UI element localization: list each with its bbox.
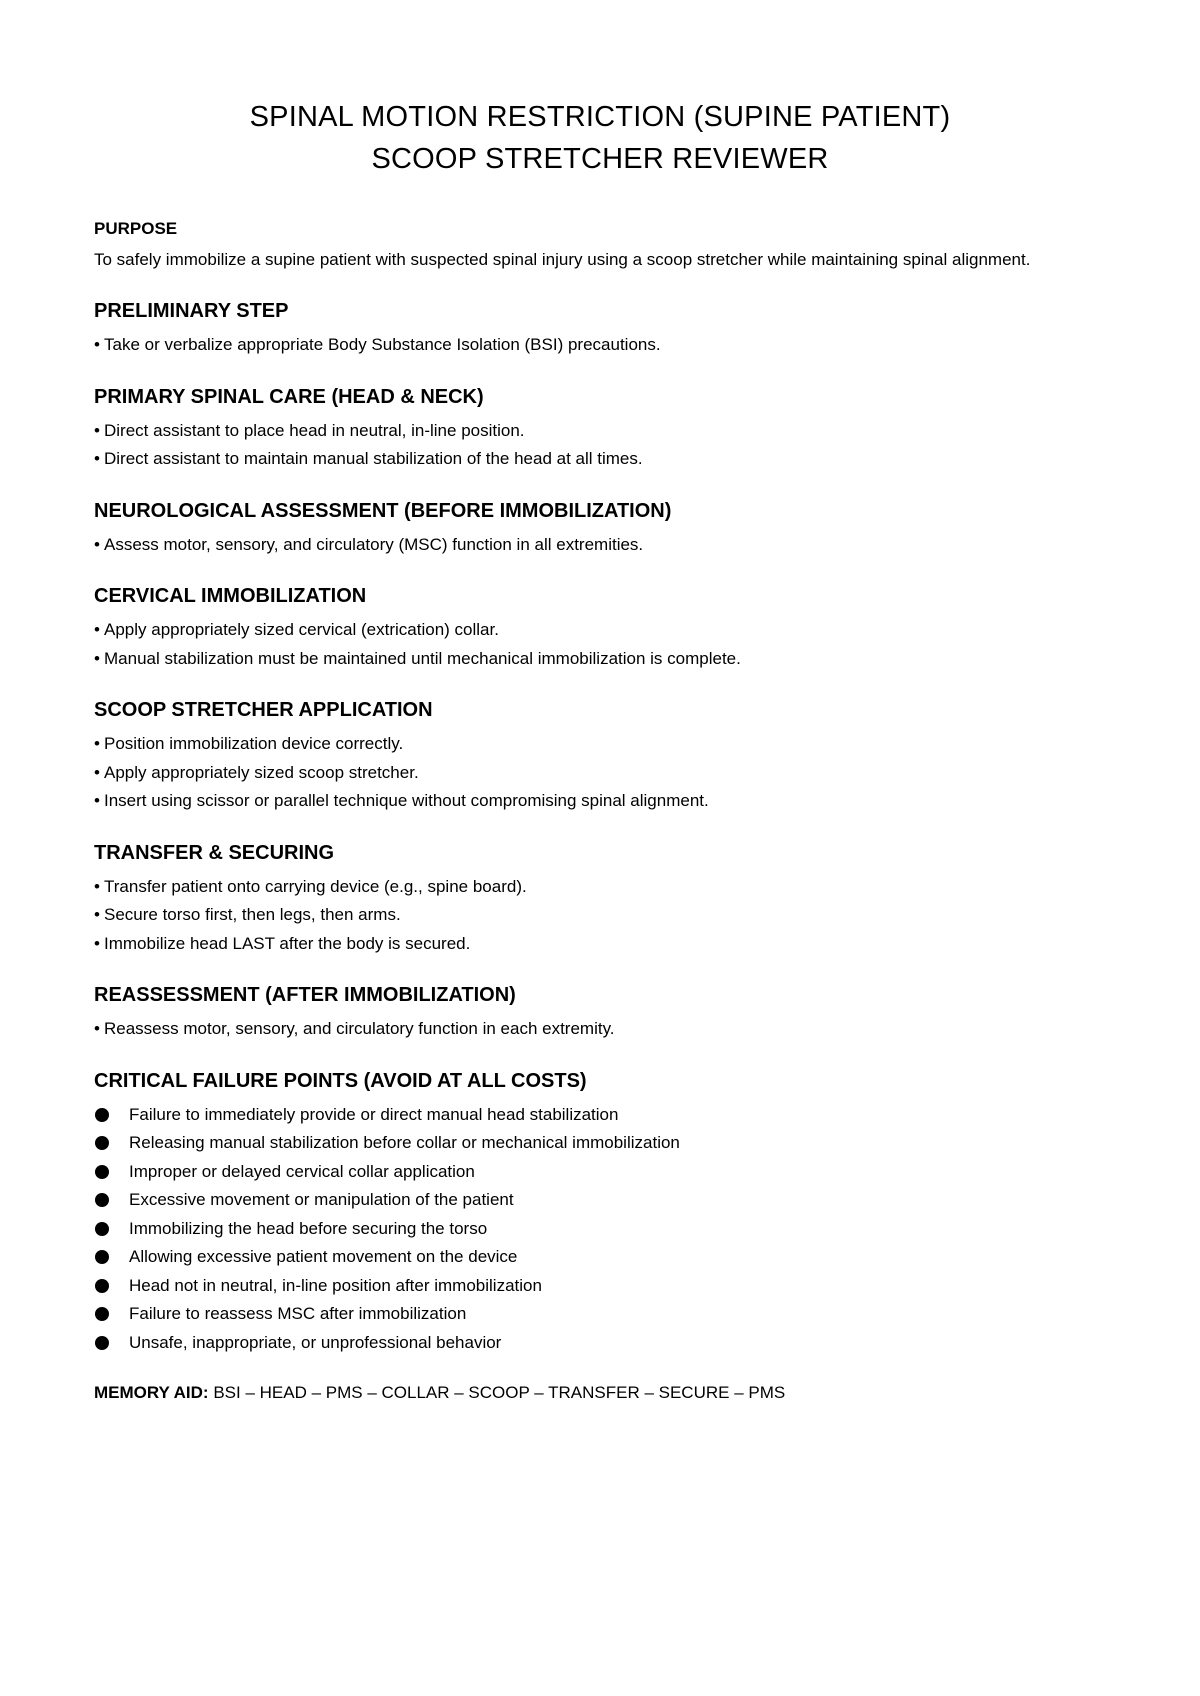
critical-item [94, 1243, 1124, 1272]
section-heading: CERVICAL IMMOBILIZATION [94, 585, 367, 607]
list-item [94, 616, 1124, 645]
critical-item-text: Head not in neutral, in-line position after immobilization [129, 1275, 542, 1295]
bullet-marker: • [94, 876, 100, 896]
bullet-marker: • [94, 1019, 100, 1038]
title-line-2: SCOOP STRETCHER REVIEWER [371, 143, 829, 175]
list-item-text: Secure torso first, then legs, then arms. [104, 905, 401, 924]
critical-heading: CRITICAL FAILURE POINTS (AVOID AT ALL COSTS) [94, 1069, 587, 1092]
list-item-text: Insert using scissor or parallel technique without compromising spinal alignment. [104, 791, 709, 810]
list-item [94, 759, 1124, 788]
section-heading: TRANSFER & SECURING [94, 841, 335, 864]
bullet-dot-icon [95, 1108, 109, 1122]
section-heading: NEUROLOGICAL ASSESSMENT (BEFORE IMMOBILIZATION) [94, 499, 672, 522]
document-title [0, 96, 1200, 180]
bullet-dot-icon [95, 1193, 109, 1207]
list-item [94, 445, 1124, 474]
purpose-text: To safely immobilize a supine patient with suspected spinal injury using a scoop stretcher while maintaining spinal alignment. [94, 250, 1031, 269]
bullet-list [94, 730, 1124, 816]
critical-item-text: Releasing manual stabilization before collar or mechanical immobilization [129, 1133, 680, 1152]
list-item-text: Reassess motor, sensory, and circulatory function in each extremity. [104, 1019, 615, 1038]
critical-item [94, 1300, 1124, 1329]
bullet-marker: • [94, 791, 100, 810]
section [94, 298, 1124, 360]
critical-item [94, 1186, 1124, 1215]
list-item [94, 901, 1124, 930]
list-item-text: Direct assistant to maintain manual stabilization of the head at all times. [104, 449, 643, 468]
section-heading: SCOOP STRETCHER APPLICATION [94, 699, 433, 721]
critical-item-text: Allowing excessive patient movement on the device [129, 1247, 518, 1266]
bullet-dot-icon [95, 1222, 109, 1236]
bullet-marker: • [94, 420, 100, 440]
section [94, 840, 1124, 959]
purpose-heading: PURPOSE [94, 219, 178, 238]
list-item [94, 873, 1124, 902]
bullet-list [94, 873, 1124, 959]
critical-item-text: Failure to reassess MSC after immobilization [129, 1304, 467, 1323]
critical-section [94, 1068, 1124, 1358]
critical-item-text: Immobilizing the head before securing the torso [129, 1218, 488, 1238]
bullet-list [94, 531, 1124, 560]
bullet-list [94, 417, 1124, 474]
bullet-dot-icon [95, 1307, 109, 1321]
bullet-marker: • [94, 905, 100, 924]
list-item-text: Position immobilization device correctly. [104, 734, 404, 753]
bullet-marker: • [94, 620, 100, 639]
bullet-list [94, 1015, 1124, 1044]
list-item-text: Apply appropriately sized cervical (extrication) collar. [104, 620, 499, 639]
bullet-marker: • [94, 449, 100, 468]
critical-item [94, 1101, 1124, 1130]
bullet-dot-icon [95, 1136, 109, 1150]
list-item [94, 930, 1124, 959]
bullet-list [94, 331, 1124, 360]
section-heading: PRELIMINARY STEP [94, 300, 289, 322]
list-item-text: Apply appropriately sized scoop stretcher. [104, 762, 419, 782]
list-item-text: Direct assistant to place head in neutral, in-line position. [104, 420, 525, 440]
section [94, 982, 1124, 1044]
bullet-marker: • [94, 933, 100, 953]
critical-item [94, 1215, 1124, 1244]
critical-item [94, 1158, 1124, 1187]
list-item-text: Immobilize head LAST after the body is secured. [104, 933, 471, 953]
bullet-dot-icon [95, 1165, 109, 1179]
list-item [94, 531, 1124, 560]
memory-aid-label: MEMORY AID: [94, 1383, 209, 1402]
bullet-dot-icon [95, 1279, 109, 1293]
bullet-list [94, 616, 1124, 673]
critical-item-text: Excessive movement or manipulation of the patient [129, 1190, 514, 1209]
section [94, 697, 1124, 816]
memory-aid-text: BSI – HEAD – PMS – COLLAR – SCOOP – TRANSFER – SECURE – PMS [213, 1383, 786, 1402]
section-heading: PRIMARY SPINAL CARE (HEAD & NECK) [94, 385, 484, 408]
critical-list [94, 1101, 1124, 1358]
list-item [94, 331, 1124, 360]
list-item-text: Assess motor, sensory, and circulatory (MSC) function in all extremities. [104, 534, 644, 554]
list-item-text: Transfer patient onto carrying device (e.g., spine board). [104, 876, 527, 896]
bullet-dot-icon [95, 1336, 109, 1350]
bullet-marker: • [94, 648, 100, 668]
list-item [94, 645, 1124, 674]
memory-aid [94, 1381, 1124, 1405]
sections-container [94, 298, 1124, 1044]
section [94, 583, 1124, 673]
section-heading: REASSESSMENT (AFTER IMMOBILIZATION) [94, 984, 516, 1006]
bullet-dot-icon [95, 1250, 109, 1264]
bullet-marker: • [94, 335, 100, 354]
section [94, 384, 1124, 474]
list-item [94, 417, 1124, 446]
list-item-text: Manual stabilization must be maintained until mechanical immobilization is complete. [104, 648, 741, 668]
list-item [94, 787, 1124, 816]
bullet-marker: • [94, 734, 100, 753]
critical-item [94, 1329, 1124, 1358]
bullet-marker: • [94, 762, 100, 782]
list-item-text: Take or verbalize appropriate Body Substance Isolation (BSI) precautions. [104, 335, 661, 354]
section [94, 498, 1124, 560]
critical-item-text: Unsafe, inappropriate, or unprofessional behavior [129, 1332, 502, 1352]
document-page [94, 96, 1124, 1405]
critical-item [94, 1272, 1124, 1301]
critical-item-text: Failure to immediately provide or direct manual head stabilization [129, 1104, 619, 1124]
list-item [94, 730, 1124, 759]
title-line-1: SPINAL MOTION RESTRICTION (SUPINE PATIENT) [249, 101, 951, 133]
bullet-marker: • [94, 534, 100, 554]
critical-item [94, 1129, 1124, 1158]
critical-item-text: Improper or delayed cervical collar application [129, 1161, 475, 1181]
list-item [94, 1015, 1124, 1044]
